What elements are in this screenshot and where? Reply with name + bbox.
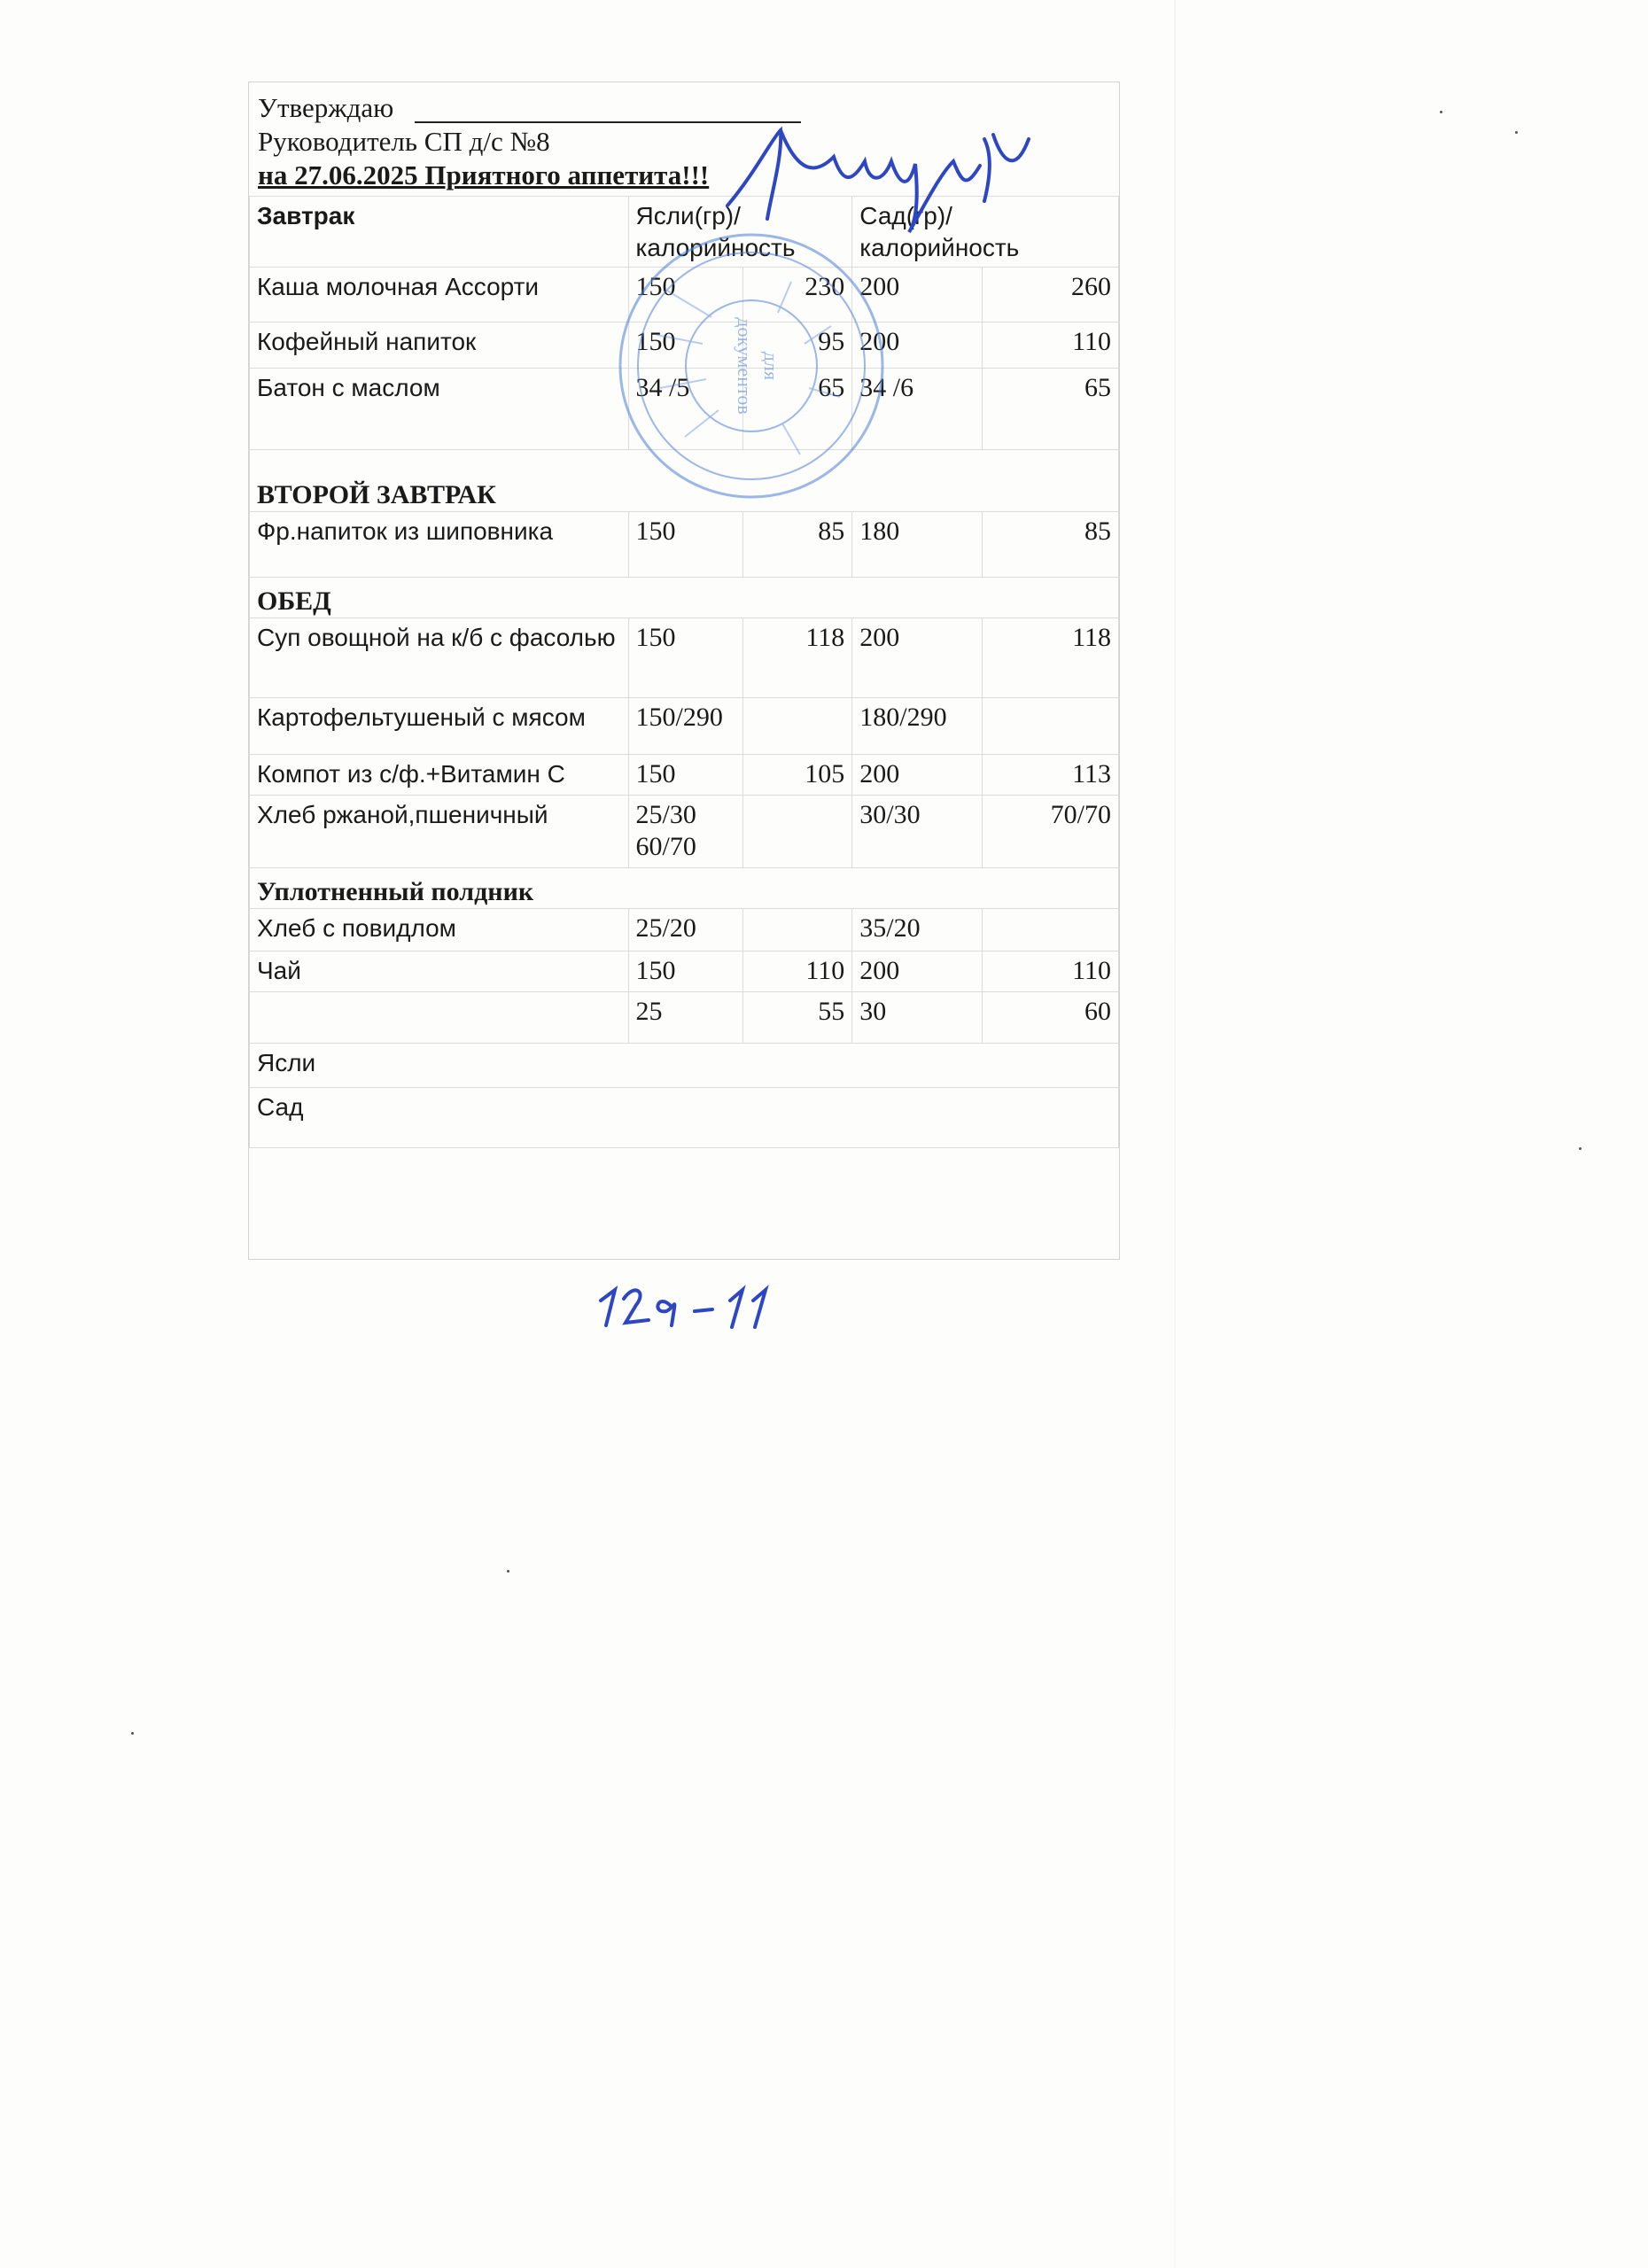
kindergarten-grams: 200 (852, 618, 983, 698)
nursery-grams: 25/20 (628, 909, 743, 951)
nursery-grams: 25 (628, 992, 743, 1044)
kindergarten-grams: 34 /6 (852, 369, 983, 450)
nursery-grams: 150 (628, 951, 743, 992)
table-row (250, 951, 1119, 992)
kindergarten-kcal: 85 (983, 512, 1119, 578)
scan-speck (507, 1570, 509, 1573)
nursery-grams: 150 (628, 755, 743, 796)
kindergarten-kcal: 65 (983, 369, 1119, 450)
kindergarten-grams: 30/30 (852, 796, 983, 868)
nursery-kcal (743, 698, 852, 755)
footer-nursery-label: Ясли (250, 1044, 1119, 1088)
nursery-grams: 34 /5 (628, 369, 743, 450)
scan-speck (131, 1732, 134, 1735)
kindergarten-kcal: 70/70 (983, 796, 1119, 868)
table-row (250, 796, 1119, 868)
dish-name: Картофельтушеный с мясом (250, 698, 629, 755)
nursery-kcal (743, 909, 852, 951)
kindergarten-kcal: 113 (983, 755, 1119, 796)
menu-sheet (248, 82, 1120, 1260)
nursery-kcal: 55 (743, 992, 852, 1044)
kindergarten-grams: 30 (852, 992, 983, 1044)
scan-speck (1579, 1147, 1582, 1150)
table-row (250, 698, 1119, 755)
footer-row (250, 1044, 1119, 1088)
menu-date-line: на 27.06.2025 Приятного аппетита!!! (258, 159, 710, 190)
nursery-header: Ясли(гр)/калорийность (628, 197, 852, 268)
kindergarten-grams: 200 (852, 268, 983, 322)
dish-name: Хлеб с повидлом (250, 909, 629, 951)
dish-name (250, 992, 629, 1044)
scan-speck (1515, 131, 1518, 134)
nursery-kcal: 85 (743, 512, 852, 578)
table-row (250, 909, 1119, 951)
svg-text:документов: документов (734, 317, 756, 415)
nursery-grams: 25/30 60/70 (628, 796, 743, 868)
section-title: ОБЕД (250, 578, 1119, 618)
table-row (250, 618, 1119, 698)
dish-name: Кофейный напиток (250, 322, 629, 369)
footer-row (250, 1088, 1119, 1148)
dish-name: Суп овощной на к/б с фасолью (250, 618, 629, 698)
scan-edge (1174, 0, 1176, 2268)
nursery-kcal: 110 (743, 951, 852, 992)
section-row (250, 868, 1119, 909)
nursery-grams: 150 (628, 618, 743, 698)
nursery-kcal: 230 (743, 268, 852, 322)
dish-name: Фр.напиток из шиповника (250, 512, 629, 578)
kindergarten-grams: 200 (852, 951, 983, 992)
dish-name: Компот из с/ф.+Витамин С (250, 755, 629, 796)
table-row (250, 755, 1119, 796)
approve-label: Утверждаю (258, 92, 394, 123)
kindergarten-grams: 200 (852, 322, 983, 369)
kindergarten-kcal: 110 (983, 322, 1119, 369)
kindergarten-kcal (983, 698, 1119, 755)
dish-name: Батон с маслом (250, 369, 629, 450)
nursery-kcal: 118 (743, 618, 852, 698)
director-line: Руководитель СП д/с №8 (258, 126, 550, 157)
kindergarten-kcal: 110 (983, 951, 1119, 992)
kindergarten-kcal (983, 909, 1119, 951)
section-title: Уплотненный полдник (250, 868, 1119, 909)
meal-header: Завтрак (250, 197, 629, 268)
nursery-grams: 150 (628, 322, 743, 369)
nursery-kcal: 65 (743, 369, 852, 450)
nursery-grams: 150 (628, 268, 743, 322)
stamp-seal (614, 229, 889, 503)
table-row (250, 512, 1119, 578)
nursery-kcal: 95 (743, 322, 852, 369)
kindergarten-grams: 180/290 (852, 698, 983, 755)
kindergarten-header: Сад(гр)/калорийность (852, 197, 1119, 268)
nursery-grams: 150/290 (628, 698, 743, 755)
section-title: ВТОРОЙ ЗАВТРАК (250, 450, 1119, 512)
signature (719, 121, 1038, 245)
footer-kindergarten-label: Сад (250, 1088, 1119, 1148)
dish-name: Каша молочная Ассорти (250, 268, 629, 322)
kindergarten-grams: 35/20 (852, 909, 983, 951)
dish-name: Хлеб ржаной,пшеничный (250, 796, 629, 868)
kindergarten-kcal: 260 (983, 268, 1119, 322)
scan-speck (1440, 111, 1442, 113)
kindergarten-kcal: 60 (983, 992, 1119, 1044)
table-row (250, 992, 1119, 1044)
nursery-kcal: 105 (743, 755, 852, 796)
svg-text:для: для (760, 351, 782, 381)
kindergarten-grams: 180 (852, 512, 983, 578)
nursery-grams: 150 (628, 512, 743, 578)
dish-name: Чай (250, 951, 629, 992)
handwritten-note (590, 1274, 785, 1336)
nursery-kcal (743, 796, 852, 868)
kindergarten-kcal: 118 (983, 618, 1119, 698)
kindergarten-grams: 200 (852, 755, 983, 796)
section-row (250, 578, 1119, 618)
